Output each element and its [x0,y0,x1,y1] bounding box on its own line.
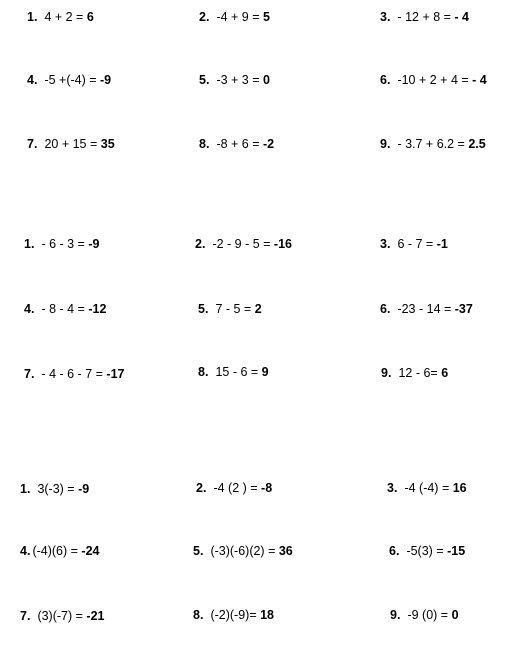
problem-answer: -17 [106,367,125,381]
problem-2-7 [24,366,124,382]
problem-expression: 4 + 2 = [44,10,87,24]
problem-number: 3. [380,10,391,24]
problem-3-8 [193,607,274,623]
problem-number: 7. [24,367,35,381]
problem-number: 8. [199,137,210,151]
problem-answer: - 4 [472,73,487,87]
problem-number: 7. [20,609,31,623]
problem-3-2 [196,480,272,496]
problem-expression: (3)(-7) = [37,609,87,623]
problem-number: 1. [24,237,35,251]
problem-expression: -4 (-4) = [404,481,453,495]
problem-number: 6. [389,544,400,558]
problem-expression: 20 + 15 = [44,137,101,151]
problem-expression: - 6 - 3 = [41,237,89,251]
problem-answer: -9 [88,237,100,251]
problem-expression: -5 +(-4) = [44,73,101,87]
problem-number: 1. [20,482,31,496]
problem-expression: (-2)(-9)= [210,608,261,622]
problem-answer: 35 [100,137,115,151]
problem-expression: 12 - 6= [398,366,442,380]
problem-3-9 [390,607,459,623]
problem-3-1 [20,481,89,497]
problem-1-1 [27,9,94,25]
problem-answer: -16 [273,237,292,251]
problem-number: 4. [24,302,35,316]
problem-expression: - 12 + 8 = [397,10,455,24]
problem-answer: -8 [261,481,273,495]
problem-answer: 36 [278,544,293,558]
problem-expression: 15 - 6 = [215,365,262,379]
problem-number: 9. [380,137,391,151]
problem-2-3 [380,236,448,252]
problem-expression: - 8 - 4 = [41,302,89,316]
problem-answer: 2.5 [468,137,486,151]
problem-number: 8. [198,365,209,379]
problem-3-3 [387,480,467,496]
problem-number: 6. [380,73,391,87]
problem-2-6 [380,301,473,317]
problem-answer: - 4 [454,10,470,24]
problem-number: 1. [27,10,38,24]
problem-expression: -10 + 2 + 4 = [397,73,473,87]
problem-expression: -23 - 14 = [397,302,455,316]
problem-expression: 7 - 5 = [215,302,255,316]
problem-1-7 [27,136,115,152]
problem-number: 3. [387,481,398,495]
problem-answer: 16 [452,481,467,495]
problem-number: 6. [380,302,391,316]
problem-answer: -21 [86,609,105,623]
problem-1-6 [380,72,487,88]
problem-answer: -9 [78,482,90,496]
problem-expression: -4 (2 ) = [213,481,262,495]
problem-3-6 [389,543,465,559]
problem-answer: -24 [81,544,100,558]
problem-number: 5. [198,302,209,316]
problem-1-4 [27,72,111,88]
problem-answer: -2 [263,137,275,151]
problem-1-3 [380,9,469,25]
problem-3-4 [20,543,99,559]
problem-expression: -3 + 3 = [216,73,263,87]
problem-answer: -12 [88,302,107,316]
problem-1-9 [380,136,486,152]
problem-1-2 [199,9,270,25]
problem-number: 3. [380,237,391,251]
problem-expression: -4 + 9 = [216,10,263,24]
problem-1-8 [199,136,274,152]
problem-2-2 [195,236,292,252]
problem-2-5 [198,301,262,317]
problem-answer: 0 [451,608,459,622]
problem-2-1 [24,236,99,252]
problem-expression: - 3.7 + 6.2 = [397,137,469,151]
problem-answer: -9 [100,73,112,87]
problem-expression: 3(-3) = [37,482,79,496]
problem-expression: 6 - 7 = [397,237,437,251]
problem-answer: 5 [263,10,270,24]
problem-2-9 [381,365,448,381]
problem-number: 5. [193,544,204,558]
problem-2-8 [198,364,269,380]
problem-number: 7. [27,137,38,151]
problem-answer: 9 [261,365,269,379]
problem-number: 9. [390,608,401,622]
problem-answer: -1 [436,237,448,251]
problem-number: 4. [27,73,38,87]
problem-number: 2. [195,237,206,251]
problem-answer: 6 [441,366,449,380]
problem-expression: -8 + 6 = [216,137,263,151]
problem-expression: -5(3) = [406,544,448,558]
problem-3-7 [20,608,104,624]
problem-expression: (-4)(6) = [32,544,82,558]
problem-2-4 [24,301,106,317]
problem-number: 9. [381,366,392,380]
problem-number: 5. [199,73,210,87]
problem-number: 2. [196,481,207,495]
problem-answer: 6 [86,10,94,24]
problem-number: 8. [193,608,204,622]
problem-answer: -37 [454,302,473,316]
problem-answer: 2 [254,302,262,316]
problem-answer: 0 [263,73,270,87]
problem-expression: -2 - 9 - 5 = [212,237,274,251]
problem-expression: - 4 - 6 - 7 = [41,367,107,381]
problem-answer: 18 [260,608,274,622]
problem-1-5 [199,72,270,88]
problem-expression: -9 (0) = [407,608,452,622]
problem-expression: (-3)(-6)(2) = [210,544,279,558]
problem-3-5 [193,543,293,559]
problem-number: 4. [20,544,31,558]
problem-number: 2. [199,10,210,24]
problem-answer: -15 [447,544,466,558]
